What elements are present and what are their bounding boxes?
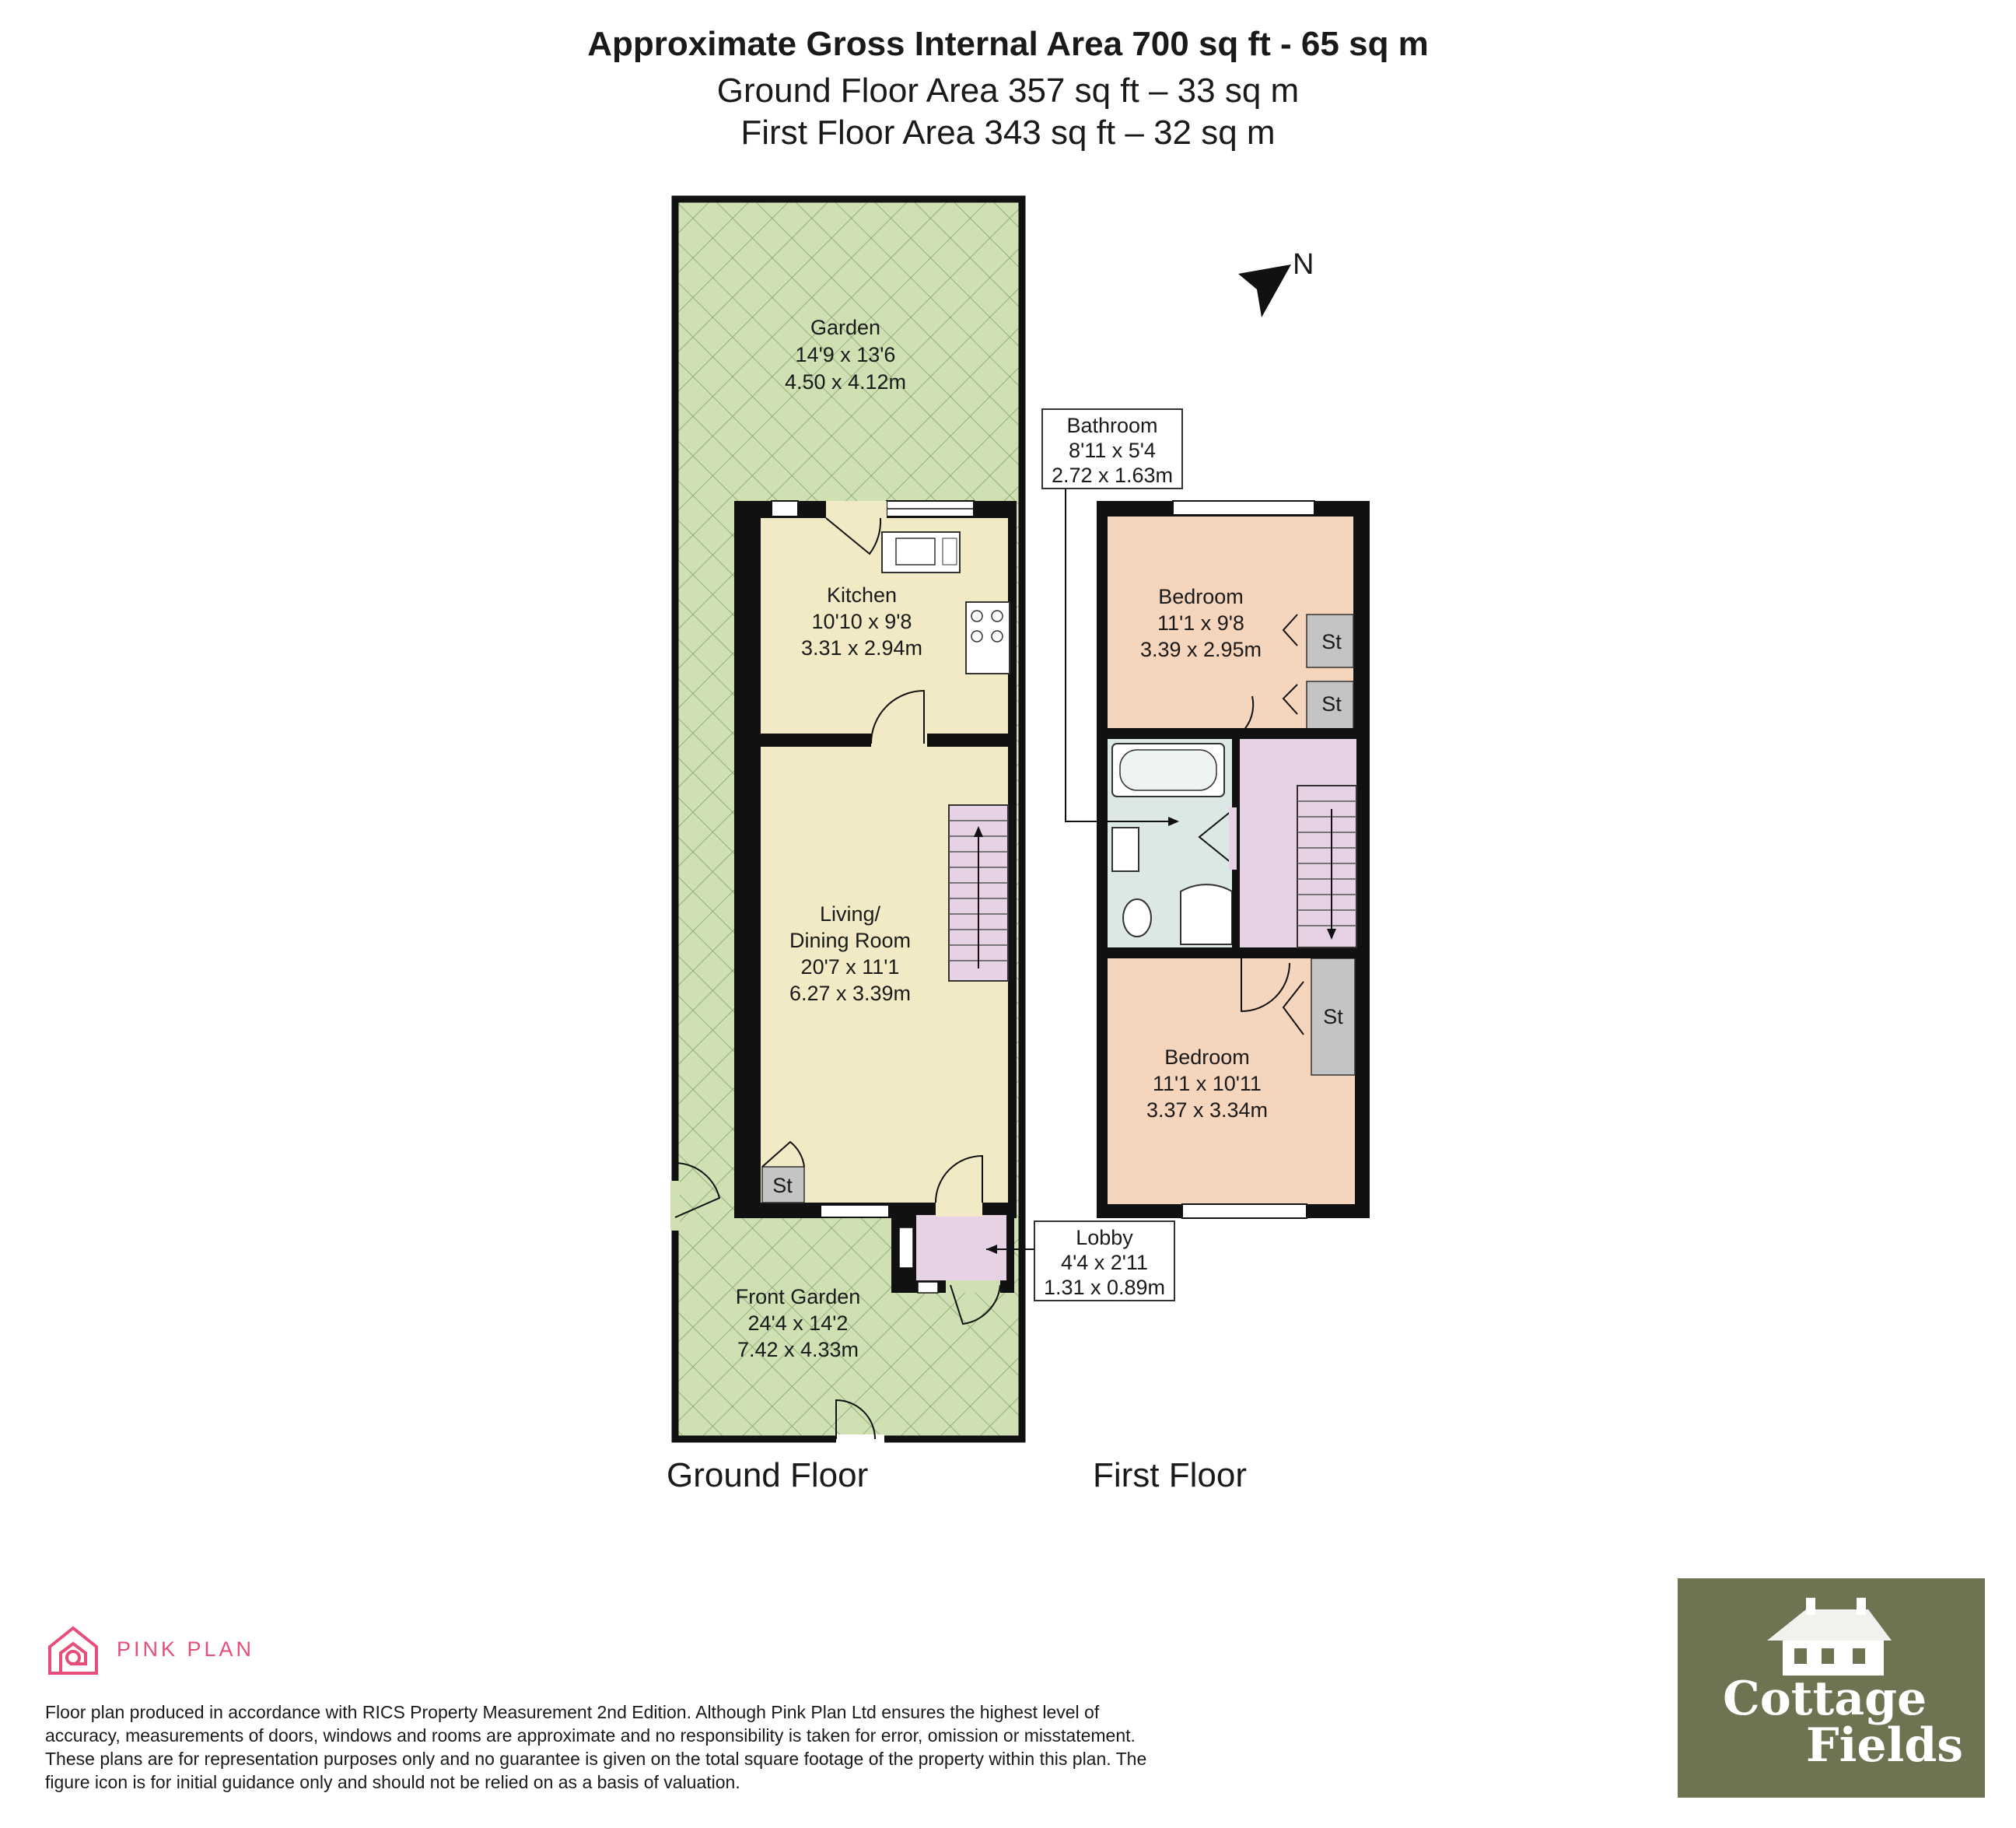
bathroom-metric: 2.72 x 1.63m bbox=[1051, 464, 1174, 487]
living-metric: 6.27 x 3.39m bbox=[789, 982, 912, 1005]
bedroom-1-name: Bedroom bbox=[1158, 585, 1244, 608]
lobby-metric: 1.31 x 0.89m bbox=[1043, 1276, 1166, 1299]
first-floor-label: First Floor bbox=[1093, 1456, 1247, 1494]
gross-area-title: Approximate Gross Internal Area 700 sq ft - 65 sq m bbox=[587, 25, 1429, 63]
store-1-label: St bbox=[1321, 630, 1342, 653]
kitchen-metric: 3.31 x 2.94m bbox=[800, 636, 923, 660]
basin bbox=[1112, 828, 1139, 871]
bedroom-2-name: Bedroom bbox=[1164, 1045, 1250, 1069]
lobby-name: Lobby bbox=[1076, 1226, 1133, 1249]
front-garden-name: Front Garden bbox=[735, 1285, 861, 1308]
living-imperial: 20'7 x 11'1 bbox=[800, 955, 900, 979]
shower-tray bbox=[1181, 884, 1232, 944]
garden-metric: 4.50 x 4.12m bbox=[784, 370, 907, 394]
first-stairs bbox=[1297, 786, 1356, 947]
agent-logo bbox=[1678, 1578, 1985, 1798]
kitchen-sink bbox=[943, 538, 957, 565]
front-garden-imperial: 24'4 x 14'2 bbox=[747, 1311, 849, 1335]
bedroom-2-imperial: 11'1 x 10'11 bbox=[1153, 1072, 1262, 1095]
disclaimer-text: Floor plan produced in accordance with RICS Property Measurement 2nd Edition. Although Pink Plan Ltd ensures the highest level of accuracy, measurements of doors, windows and rooms are approximate and no responsibility is taken for error, omission or misstatement. These plans are for representation purposes only and no guarantee is given on the total square footage of the property within this plan. The figure icon is for initial guidance only and should not be relied on as a basis of valuation. bbox=[45, 1702, 1147, 1792]
agent-name-line-2: Fields bbox=[1806, 1718, 1964, 1773]
living-name-1: Living/ bbox=[819, 902, 881, 926]
bedroom-1-metric: 3.39 x 2.95m bbox=[1139, 638, 1262, 661]
compass-label: N bbox=[1293, 248, 1314, 281]
first-floor-plan bbox=[1042, 409, 1370, 1218]
north-arrow-icon bbox=[1238, 264, 1291, 317]
lobby-imperial: 4'4 x 2'11 bbox=[1061, 1251, 1148, 1274]
agent-name-line-1: Cottage bbox=[1723, 1672, 1927, 1726]
living-name-2: Dining Room bbox=[789, 929, 912, 952]
store-2-label: St bbox=[1321, 692, 1342, 716]
ground-floor-area: Ground Floor Area 357 sq ft – 33 sq m bbox=[716, 72, 1300, 110]
cottage-house-icon bbox=[1759, 1594, 1899, 1679]
bedroom-2-metric: 3.37 x 3.34m bbox=[1146, 1098, 1269, 1122]
ground-floor-label: Ground Floor bbox=[667, 1456, 869, 1494]
ground-store-label: St bbox=[772, 1174, 793, 1197]
store-3-label: St bbox=[1323, 1005, 1343, 1028]
pink-plan-brand: PINK PLAN bbox=[117, 1637, 255, 1661]
bathroom-name: Bathroom bbox=[1066, 414, 1158, 437]
bedroom-1-imperial: 11'1 x 9'8 bbox=[1157, 611, 1244, 635]
garden-imperial: 14'9 x 13'6 bbox=[795, 343, 896, 366]
first-floor-area: First Floor Area 343 sq ft – 32 sq m bbox=[740, 114, 1276, 152]
kitchen-name: Kitchen bbox=[826, 583, 898, 607]
pink-plan-logo-icon bbox=[45, 1623, 101, 1679]
garden-name: Garden bbox=[810, 316, 881, 339]
front-garden-metric: 7.42 x 4.33m bbox=[737, 1338, 859, 1361]
toilet bbox=[1123, 899, 1151, 937]
kitchen-imperial: 10'10 x 9'8 bbox=[811, 610, 912, 633]
bathroom-imperial: 8'11 x 5'4 bbox=[1069, 439, 1156, 462]
